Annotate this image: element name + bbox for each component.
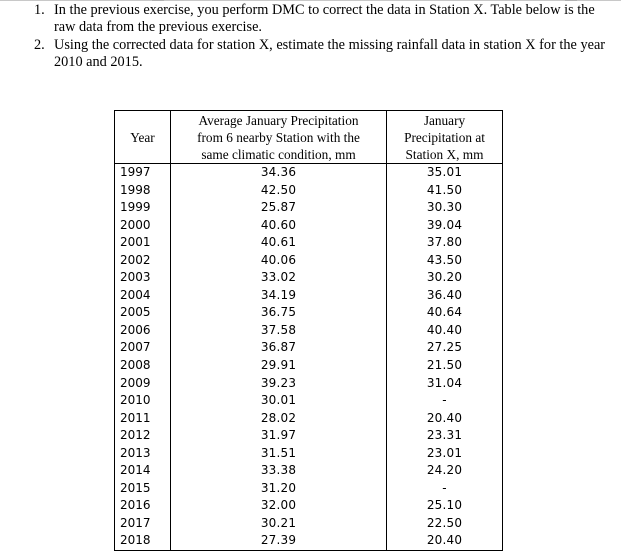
table-row — [115, 480, 503, 498]
table-row — [115, 532, 503, 550]
header-line: January — [423, 112, 466, 128]
station-x-precipitation-cell: 37.80 — [387, 234, 503, 252]
header-year: Year — [115, 111, 171, 164]
year-cell: 2009 — [115, 375, 171, 393]
station-x-precipitation-cell: 20.40 — [387, 532, 503, 550]
average-precipitation-cell: 42.50 — [171, 182, 387, 200]
year-cell: 2003 — [115, 269, 171, 287]
average-precipitation-cell: 31.51 — [171, 445, 387, 463]
table-row — [115, 497, 503, 515]
table-body — [115, 164, 503, 551]
station-x-precipitation-cell: - — [387, 392, 503, 410]
table-row — [115, 445, 503, 463]
table-row — [115, 392, 503, 410]
station-x-precipitation-cell: 40.40 — [387, 322, 503, 340]
year-cell: 2005 — [115, 304, 171, 322]
average-precipitation-cell: 36.75 — [171, 304, 387, 322]
station-x-precipitation-cell: 20.40 — [387, 410, 503, 428]
average-precipitation-cell: 37.58 — [171, 322, 387, 340]
year-cell: 1997 — [115, 164, 171, 182]
station-x-precipitation-cell: 43.50 — [387, 252, 503, 270]
station-x-precipitation-cell: 25.10 — [387, 497, 503, 515]
question-item — [0, 2, 610, 35]
year-cell: 2018 — [115, 532, 171, 550]
header-line: same climatic condition, mm — [201, 146, 356, 162]
question-number: 2. — [34, 37, 45, 53]
table-row — [115, 375, 503, 393]
year-cell: 2014 — [115, 462, 171, 480]
top-rule — [0, 0, 621, 1]
table-row — [115, 304, 503, 322]
average-precipitation-cell: 33.02 — [171, 269, 387, 287]
average-precipitation-cell: 40.61 — [171, 234, 387, 252]
table-row — [115, 164, 503, 182]
header-line: Average January Precipitation — [198, 112, 359, 128]
average-precipitation-cell: 40.06 — [171, 252, 387, 270]
year-cell: 2017 — [115, 515, 171, 533]
header-line: Station X, mm — [405, 146, 484, 162]
year-cell: 2012 — [115, 427, 171, 445]
year-cell: 2010 — [115, 392, 171, 410]
average-precipitation-cell: 30.01 — [171, 392, 387, 410]
table-row — [115, 322, 503, 340]
station-x-precipitation-cell: 31.04 — [387, 375, 503, 393]
average-precipitation-cell: 39.23 — [171, 375, 387, 393]
table-header-row — [115, 111, 503, 164]
station-x-precipitation-cell: 35.01 — [387, 164, 503, 182]
station-x-precipitation-cell: - — [387, 480, 503, 498]
station-x-precipitation-cell: 40.64 — [387, 304, 503, 322]
question-text: Using the corrected data for station X, estimate the missing rainfall data in station X for the year 2010 and 2015. — [54, 37, 606, 70]
average-precipitation-cell: 31.97 — [171, 427, 387, 445]
average-precipitation-cell: 31.20 — [171, 480, 387, 498]
average-precipitation-cell: 32.00 — [171, 497, 387, 515]
table-row — [115, 339, 503, 357]
question-number: 1. — [34, 2, 45, 18]
question-list — [0, 2, 610, 70]
average-precipitation-cell: 29.91 — [171, 357, 387, 375]
table-row — [115, 357, 503, 375]
table-row — [115, 199, 503, 217]
table-row — [115, 410, 503, 428]
year-cell: 2013 — [115, 445, 171, 463]
station-x-precipitation-cell: 27.25 — [387, 339, 503, 357]
year-cell: 1998 — [115, 182, 171, 200]
year-cell: 2002 — [115, 252, 171, 270]
year-cell: 2000 — [115, 217, 171, 235]
average-precipitation-cell: 28.02 — [171, 410, 387, 428]
average-precipitation-cell: 34.36 — [171, 164, 387, 182]
year-cell: 1999 — [115, 199, 171, 217]
table-row — [115, 252, 503, 270]
station-x-precipitation-cell: 22.50 — [387, 515, 503, 533]
question-text: In the previous exercise, you perform DMC to correct the data in Station X. Table below is the raw data from the previous exercise. — [54, 2, 595, 35]
header-average-precipitation — [171, 111, 387, 164]
station-x-precipitation-cell: 23.01 — [387, 445, 503, 463]
table-row — [115, 427, 503, 445]
question-item — [0, 37, 610, 70]
year-cell: 2011 — [115, 410, 171, 428]
station-x-precipitation-cell: 41.50 — [387, 182, 503, 200]
header-station-x-precipitation — [387, 111, 503, 164]
year-cell: 2001 — [115, 234, 171, 252]
average-precipitation-cell: 30.21 — [171, 515, 387, 533]
average-precipitation-cell: 33.38 — [171, 462, 387, 480]
table-row — [115, 182, 503, 200]
year-cell: 2007 — [115, 339, 171, 357]
average-precipitation-cell: 27.39 — [171, 532, 387, 550]
year-cell: 2008 — [115, 357, 171, 375]
header-line: Precipitation at — [404, 129, 485, 145]
average-precipitation-cell: 25.87 — [171, 199, 387, 217]
table-row — [115, 234, 503, 252]
average-precipitation-cell: 34.19 — [171, 287, 387, 305]
station-x-precipitation-cell: 36.40 — [387, 287, 503, 305]
station-x-precipitation-cell: 39.04 — [387, 217, 503, 235]
precipitation-table — [114, 110, 503, 551]
station-x-precipitation-cell: 21.50 — [387, 357, 503, 375]
year-cell: 2015 — [115, 480, 171, 498]
year-cell: 2006 — [115, 322, 171, 340]
header-line: from 6 nearby Station with the — [197, 129, 360, 145]
table-row — [115, 269, 503, 287]
average-precipitation-cell: 40.60 — [171, 217, 387, 235]
station-x-precipitation-cell: 30.30 — [387, 199, 503, 217]
station-x-precipitation-cell: 23.31 — [387, 427, 503, 445]
year-cell: 2016 — [115, 497, 171, 515]
table-row — [115, 217, 503, 235]
year-cell: 2004 — [115, 287, 171, 305]
table-row — [115, 462, 503, 480]
table-row — [115, 515, 503, 533]
station-x-precipitation-cell: 24.20 — [387, 462, 503, 480]
station-x-precipitation-cell: 30.20 — [387, 269, 503, 287]
average-precipitation-cell: 36.87 — [171, 339, 387, 357]
table-row — [115, 287, 503, 305]
